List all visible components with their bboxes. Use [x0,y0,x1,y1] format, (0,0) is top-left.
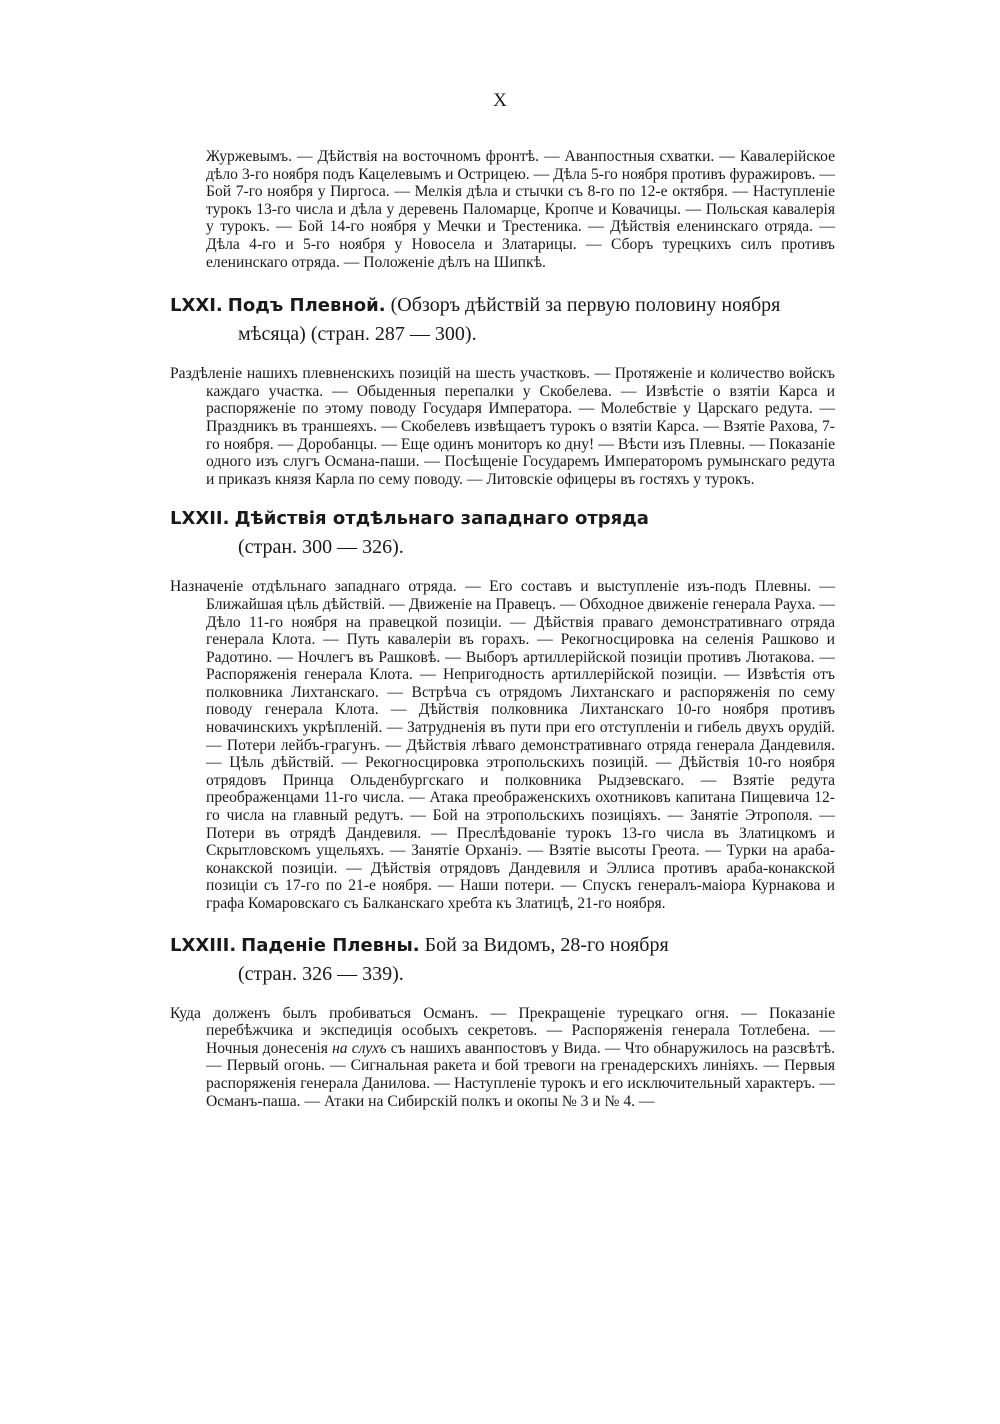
chapter-summary-73 [170,1005,835,1111]
chapter-subtitle: (Обзоръ дѣйствій за первую половину ноября [390,294,781,317]
summary-text-part: Куда долженъ былъ пробиваться Османъ. — Прекращеніе турецкаго огня. — Показаніе перебѣжчика и экспедиція особыхъ секретовъ. — Распоряженія генерала Тотлебена. — Ночныя донесенія [170,1004,835,1057]
chapter-pages: мѣсяца) (стран. 287 — 300). [238,323,477,346]
chapter-pages: (стран. 326 — 339). [238,962,404,985]
chapter-number: LXXI. [170,295,223,317]
summary-italic-text: на слухъ [332,1039,387,1057]
chapter-summary-72: Назначеніе отдѣльнаго западнаго отряда. — Его составъ и выступленіе изъ-подъ Плевны. — Ближайшая цѣль дѣйствій. — Движеніе на Правецъ. — Обходное движеніе генерала Рауха. — Дѣло 11-го ноября на правецкой позиціи. — Дѣйствія праваго демонстративнаго отряда генерала Клота. — Путь кавалеріи въ горахъ. — Рекогносцировка на селенія Рашково и Радотино. — Ночлегъ въ Рашковѣ. — Выборъ артиллерійской позиціи противъ Лютакова. — Распоряженія генерала Клота. — Непригодность артиллерійской позиціи. — Извѣстія отъ полковника Лихтанскаго. — Встрѣча съ отрядомъ Лихтанскаго и распоряженія по сему поводу генерала Клота. — Дѣйствія полковника Лихтанскаго 10-го ноября противъ новачинскихъ укрѣпленій. — Затрудненія въ пути при его отступленіи и гибель двухъ орудій. — Потери лейбъ-грагунъ. — Дѣйствія лѣваго демонстративнаго отряда генерала Дандевиля. — Цѣль дѣйствій. — Рекогносцировка этропольскихъ позицій. — Дѣйствія 10-го ноября отрядовъ Принца Ольденбургскаго и полковника Рыдзевскаго. — Взятіе редута преображенцами 11-го числа. — Атака преображенскихъ охотниковъ капитана Пищевича 12-го числа на главный редутъ. — Бой на этропольскихъ позиціяхъ. — Занятіе Этрополя. — Потери въ отрядѣ Дандевиля. — Преслѣдованіе турокъ 13-го числа въ Златицкомъ и Скрытловскомъ ущельяхъ. — Занятіе Орханіэ. — Взятіе высоты Греота. — Турки на араба-конакской позиціи. — Дѣйствія отрядовъ Дандевиля и Эллиса противъ араба-конакской позиціи съ 17-го по 21-е ноября. — Наши потери. — Спускъ генералъ-маіора Курнакова и графа Комаровскаго съ Балканскаго хребта къ Златицѣ, 21-го ноября. [170,578,835,912]
chapter-title: Паденіе Плевны. [241,934,420,956]
page-number: X [493,90,507,111]
page-content [170,148,835,1110]
chapter-heading-72 [170,504,835,561]
chapter-number: LXXIII. [170,934,237,956]
chapter-title: Подъ Плевной. [227,295,386,317]
chapter-subtitle: Бой за Видомъ, 28-го ноября [424,933,669,956]
chapter-heading-73 [170,931,835,988]
chapter-title: Дѣйствія отдѣльнаго западнаго отряда [234,508,649,530]
chapter-summary-71: Раздѣленіе нашихъ плевненскихъ позицій на шесть участковъ. — Протяженіе и количество войскъ каждаго участка. — Обыденныя перепалки у Скобелева. — Извѣстіе о взятіи Карса и распоряженіе по этому поводу Государя Императора. — Молебствіе у Царскаго редута. — Праздникъ въ траншеяхъ. — Скобелевъ извѣщаетъ турокъ о взятіи Карса. — Взятіе Рахова, 7-го ноября. — Доробанцы. — Еще одинъ мониторъ ко дну! — Вѣсти изъ Плевны. — Показаніе одного изъ слугъ Османа-паши. — Посѣщеніе Государемъ Императоромъ румынскаго редута и приказъ князя Карла по сему поводу. — Литовскіе офицеры въ гостяхъ у турокъ. [170,365,835,488]
summary-text-part: съ нашихъ аванпостовъ у Вида. — Что обнаружилось на разсвѣтѣ. — Первый огонь. — Сигнальная ракета и бой тревоги на гренадерскихъ линіяхъ. — Первыя распоряженія генерала Данилова. — Наступленіе турокъ и его исключительный характеръ. — Османъ-паша. — Атаки на Сибирскій полкъ и окопы № 3 и № 4. — [206,1039,835,1110]
chapter-number: LXXII. [170,508,230,530]
continued-paragraph: Журжевымъ. — Дѣйствія на восточномъ фронтѣ. — Аванпостныя схватки. — Кавалерійское дѣло 3-го ноября подъ Кацелевымъ и Острицею. — Дѣла 5-го ноября противъ фуражировъ. — Бой 7-го ноября у Пиргоса. — Мелкія дѣла и стычки съ 8-го по 12-е октября. — Наступленіе турокъ 13-го числа и дѣла у деревень Паломарце, Кропче и Ковачицы. — Польская кавалерія у турокъ. — Бой 14-го ноября у Мечки и Трестеника. — Дѣйствія еленинскаго отряда. — Дѣла 4-го и 5-го ноября у Новосела и Златарицы. — Сборъ турецкихъ силъ противъ еленинскаго отряда. — Положеніе дѣлъ на Шипкѣ. [206,148,835,271]
chapter-heading-71 [170,291,835,348]
chapter-pages: (стран. 300 — 326). [238,536,404,559]
